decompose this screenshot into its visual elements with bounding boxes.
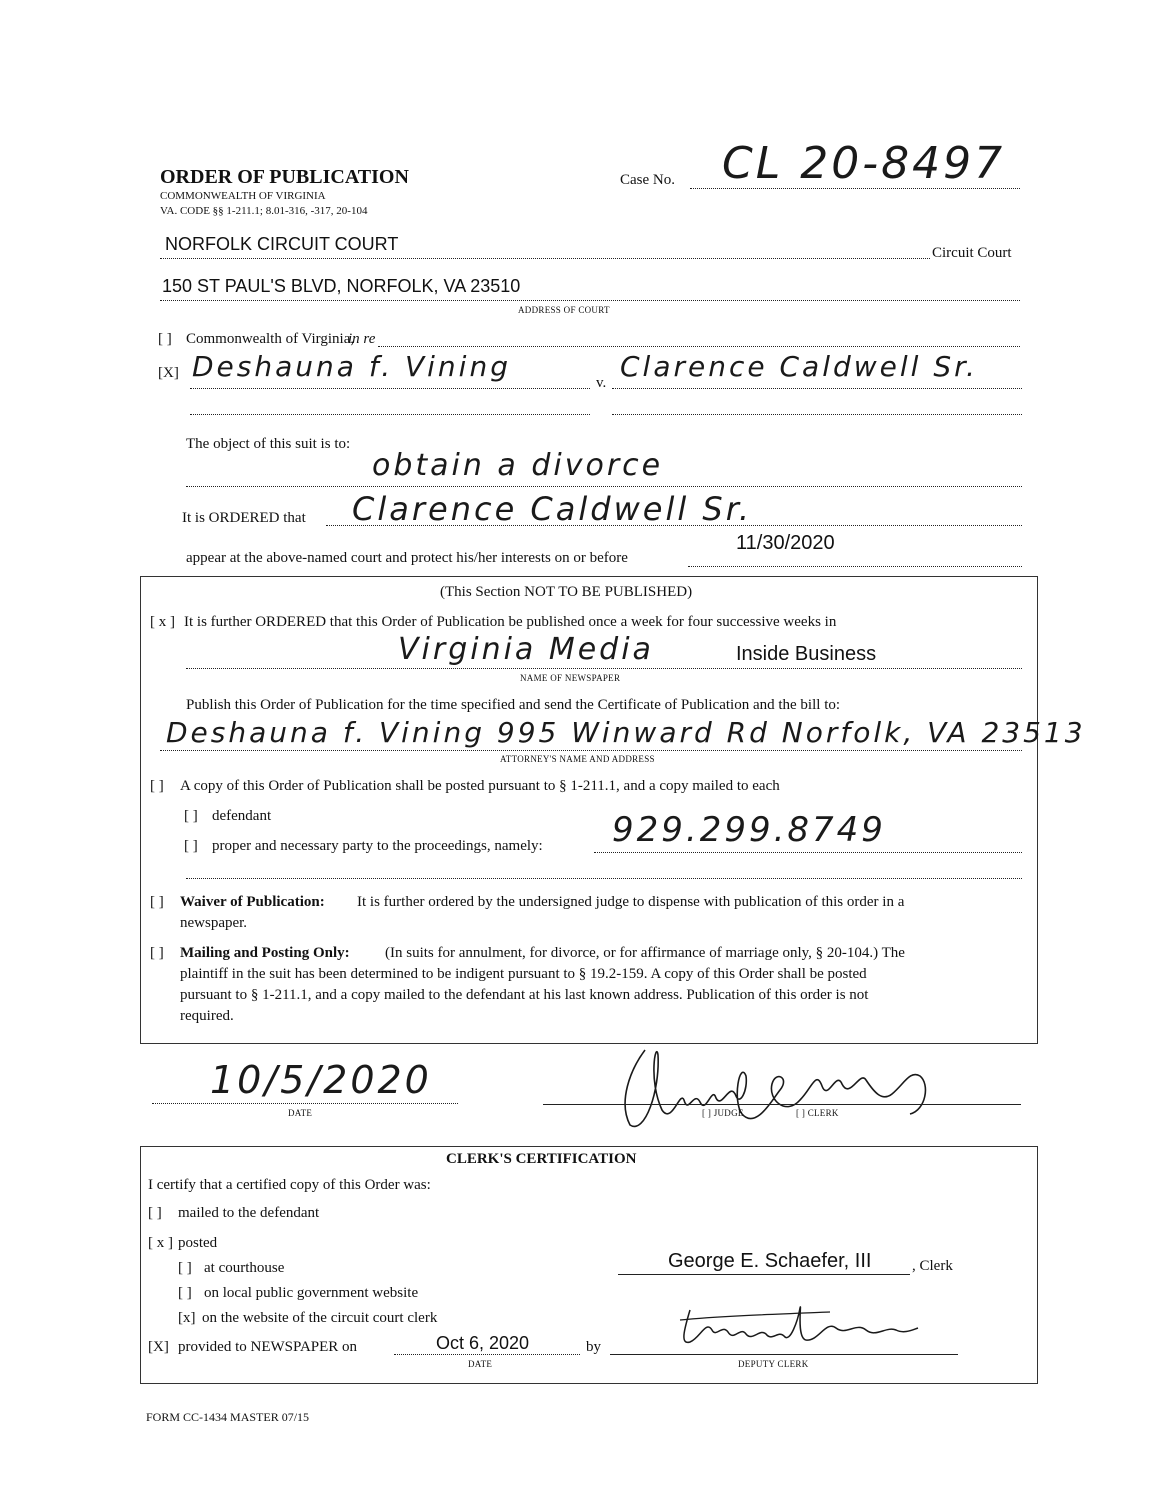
attorney-name-address: Deshauna f. Vining 995 Winward Rd Norfolk, VA 23513 (166, 716, 1086, 749)
court-address-line (160, 300, 1020, 301)
mailing-text-4: required. (180, 1008, 234, 1024)
judge-checkbox-caption[interactable]: [ ] JUDGE (702, 1108, 744, 1118)
attorney-line (160, 750, 1022, 751)
object-value: obtain a divorce (372, 448, 664, 483)
mailing-label: Mailing and Posting Only: (180, 945, 350, 961)
clerk-suffix: , Clerk (912, 1258, 953, 1274)
circuit-court-label: Circuit Court (932, 245, 1012, 261)
clerk-checkbox-caption[interactable]: [ ] CLERK (796, 1108, 839, 1118)
court-name: NORFOLK CIRCUIT COURT (165, 234, 399, 254)
plaintiff-name: Deshauna f. Vining (192, 350, 511, 383)
statute-reference: VA. CODE §§ 1-211.1; 8.01-316, -317, 20-104 (160, 205, 368, 217)
commonwealth-label: Commonwealth of Virginia, (186, 331, 355, 347)
newspaper-handwritten: Virginia Media (398, 632, 654, 667)
parties-checkbox[interactable]: [X] (158, 365, 179, 381)
newspaper-provided-date: Oct 6, 2020 (436, 1333, 530, 1353)
versus-label: v. (596, 375, 607, 391)
proper-party-line-2 (186, 878, 1022, 879)
court-address-caption: ADDRESS OF COURT (518, 305, 610, 315)
newspaper-typed: Inside Business (736, 643, 877, 665)
courthouse-label: at courthouse (204, 1260, 285, 1276)
deputy-clerk-signature (660, 1290, 930, 1354)
order-date-caption: DATE (288, 1108, 313, 1118)
copy-posted-checkbox[interactable]: [ ] (150, 778, 164, 794)
certification-heading: CLERK'S CERTIFICATION (446, 1151, 637, 1167)
party-blank-line-1 (190, 414, 590, 415)
object-label: The object of this suit is to: (186, 436, 351, 452)
newspaper-date-caption: DATE (468, 1359, 493, 1369)
public-website-label: on local public government website (204, 1285, 419, 1301)
copy-posted-text: A copy of this Order of Publication shall be posted pursuant to § 1-211.1, and a copy mailed to each (180, 778, 780, 794)
party-blank-line-2 (612, 414, 1022, 415)
newspaper-caption: NAME OF NEWSPAPER (520, 673, 621, 683)
defendant-label: defendant (212, 808, 272, 824)
appear-text: appear at the above-named court and protect his/her interests on or before (186, 550, 628, 566)
judge-signature (590, 1030, 950, 1140)
deputy-clerk-line (610, 1354, 958, 1355)
waiver-label: Waiver of Publication: (180, 894, 325, 910)
posted-checkbox[interactable]: [ x ] (148, 1235, 173, 1251)
commonwealth-checkbox[interactable]: [ ] (158, 331, 172, 347)
certification-intro: I certify that a certified copy of this Order was: (148, 1177, 431, 1193)
order-date-line (152, 1103, 458, 1104)
order-date: 10/5/2020 (210, 1058, 432, 1102)
section-heading: (This Section NOT TO BE PUBLISHED) (440, 584, 693, 600)
proper-party-line (594, 852, 1022, 853)
public-website-checkbox[interactable]: [ ] (178, 1285, 192, 1301)
newspaper-provided-label: provided to NEWSPAPER on (178, 1339, 358, 1355)
newspaper-date-line (394, 1354, 580, 1355)
waiver-text-2: newspaper. (180, 915, 248, 931)
clerk-name-line (618, 1274, 910, 1275)
court-name-line (160, 258, 930, 259)
defendant-line (612, 388, 1022, 389)
case-number-value: CL 20-8497 (722, 138, 1006, 189)
mailing-text-1: (In suits for annulment, for divorce, or for affirmance of marriage only, § 20-104.) The (385, 945, 905, 961)
judge-signature-line (543, 1104, 1021, 1105)
mailing-checkbox[interactable]: [ ] (150, 945, 164, 961)
attorney-caption: ATTORNEY'S NAME AND ADDRESS (500, 754, 655, 764)
posted-label: posted (178, 1235, 218, 1251)
ordered-label: It is ORDERED that (182, 510, 306, 526)
in-re-label: in re (348, 331, 376, 347)
waiver-text: It is further ordered by the undersigned judge to dispense with publication of this order in a (357, 894, 905, 910)
ordered-party: Clarence Caldwell Sr. (352, 490, 753, 528)
clerk-name: George E. Schaefer, III (668, 1250, 872, 1272)
deputy-clerk-caption: DEPUTY CLERK (738, 1359, 809, 1369)
case-number-label: Case No. (620, 172, 675, 188)
publish-checkbox[interactable]: [ x ] (150, 614, 175, 630)
object-line (186, 486, 1022, 487)
proper-party-label: proper and necessary party to the proceedings, namely: (212, 838, 543, 854)
appear-date: 11/30/2020 (736, 532, 835, 554)
defendant-name: Clarence Caldwell Sr. (620, 350, 978, 383)
proper-party-checkbox[interactable]: [ ] (184, 838, 198, 854)
waiver-checkbox[interactable]: [ ] (150, 894, 164, 910)
mailing-text-3: pursuant to § 1-211.1, and a copy mailed to the defendant at his last known address. Publication of this order is not (180, 987, 869, 1003)
clerk-website-checkbox[interactable]: [x] (178, 1310, 196, 1326)
document-title: ORDER OF PUBLICATION (160, 166, 409, 188)
newspaper-line (186, 668, 1022, 669)
phone-number: 929.299.8749 (612, 810, 886, 850)
defendant-checkbox[interactable]: [ ] (184, 808, 198, 824)
ordered-line (326, 525, 1022, 526)
courthouse-checkbox[interactable]: [ ] (178, 1260, 192, 1276)
mailed-label: mailed to the defendant (178, 1205, 320, 1221)
mailed-checkbox[interactable]: [ ] (148, 1205, 162, 1221)
publish-bill-text: Publish this Order of Publication for the time specified and send the Certificate of Publication and the bill to: (186, 697, 841, 713)
by-label: by (586, 1339, 601, 1355)
form-number: FORM CC-1434 MASTER 07/15 (146, 1410, 310, 1424)
court-address: 150 ST PAUL'S BLVD, NORFOLK, VA 23510 (162, 276, 521, 296)
publish-order-text: It is further ORDERED that this Order of Publication be published once a week for four successive weeks in (184, 614, 837, 630)
document-subtitle: COMMONWEALTH OF VIRGINIA (160, 190, 326, 202)
appear-date-line (688, 566, 1022, 567)
clerk-website-label: on the website of the circuit court clerk (202, 1310, 438, 1326)
plaintiff-line (190, 388, 590, 389)
newspaper-provided-checkbox[interactable]: [X] (148, 1339, 169, 1355)
mailing-text-2: plaintiff in the suit has been determined to be indigent pursuant to § 19.2-159. A copy of this Order shall be posted (180, 966, 867, 982)
in-re-line (378, 346, 1020, 347)
